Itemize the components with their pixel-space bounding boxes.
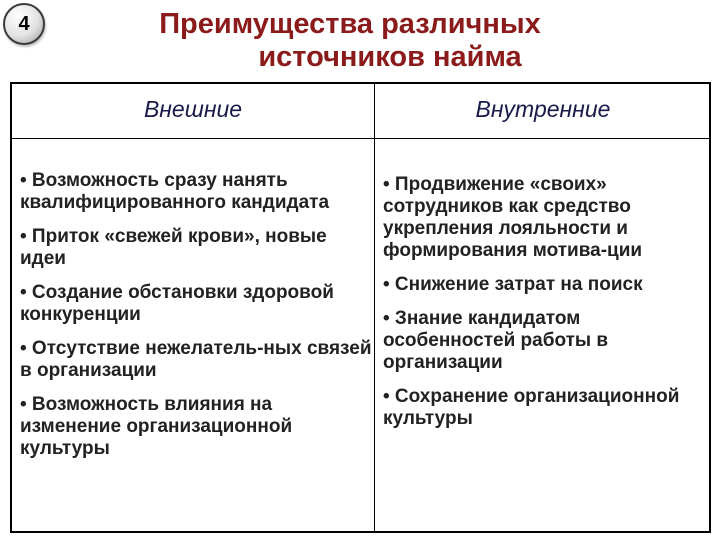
title-line-1: Преимущества различных	[159, 8, 541, 40]
list-item: • Сохранение организационной культуры	[383, 386, 680, 429]
list-item: • Возможность влияния на изменение организационной культуры	[20, 394, 293, 459]
comparison-table	[10, 82, 711, 533]
header-divider	[12, 138, 709, 139]
list-item: • Создание обстановки здоровой конкуренции	[20, 282, 334, 325]
list-item: • Снижение затрат на поиск	[383, 274, 643, 295]
external-column-header: Внешние	[143, 96, 243, 122]
list-item: • Отсутствие нежелатель-ных связей в организации	[20, 338, 372, 381]
list-item: • Приток «свежей крови», новые идеи	[20, 226, 327, 269]
list-item: • Знание кандидатом особенностей работы в организации	[383, 308, 609, 373]
internal-advantages-list	[383, 174, 713, 442]
list-item: • Продвижение «своих» сотрудников как средство укрепления лояльности и формирования мотива-ции	[383, 174, 643, 261]
external-advantages-list	[20, 170, 372, 472]
list-item: • Возможность сразу нанять квалифицированного кандидата	[20, 170, 330, 213]
title-line-2: источников найма	[258, 41, 522, 73]
slide-number-badge: 4	[3, 3, 45, 45]
column-divider	[374, 84, 375, 531]
slide-title	[60, 8, 680, 74]
internal-column-header: Внутренние	[475, 96, 611, 122]
